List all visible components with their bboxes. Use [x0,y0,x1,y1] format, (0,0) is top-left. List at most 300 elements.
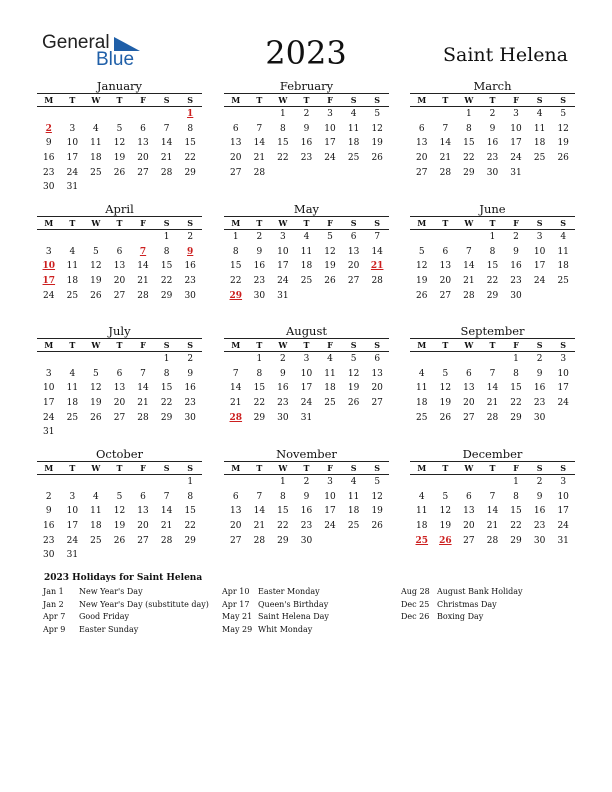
weekday-header: W [457,217,481,230]
empty-cell [155,425,179,440]
empty-cell [61,230,85,245]
day-cell: 27 [113,412,126,423]
day-cell: 29 [463,167,475,178]
empty-cell [84,180,108,195]
day-cell: 27 [230,535,242,546]
day-cell: 3 [327,477,333,488]
day-cell: 13 [416,138,428,149]
day-cell: 13 [347,246,360,257]
empty-cell [410,107,434,122]
logo-word-general: General [42,32,110,53]
month-table [37,216,202,303]
weekday-header: S [551,339,575,352]
day-cell: 12 [557,123,569,134]
day-cell: 6 [350,232,357,243]
empty-cell [318,410,342,425]
week-row [37,519,202,534]
day-cell: 8 [163,368,170,379]
day-cell: 21 [230,398,242,409]
day-cell: 19 [371,506,383,517]
week-row [224,490,389,505]
empty-cell [108,475,132,490]
day-cell: 23 [253,276,266,287]
holiday-name: New Year's Day (substitute day) [79,599,209,609]
day-cell: 8 [513,368,519,379]
day-cell: 12 [371,123,383,134]
empty-cell [84,548,108,563]
empty-cell [365,533,389,548]
empty-cell [410,475,434,490]
day-cell: 3 [536,232,543,243]
day-cell: 26 [439,412,452,423]
day-cell: 18 [347,506,360,517]
day-cell: 5 [442,368,449,379]
holiday-name: Christmas Day [437,599,497,609]
day-cell: 22 [486,276,499,287]
empty-cell [108,425,132,440]
day-cell: 1 [256,354,263,365]
month-table [410,338,575,425]
day-cell: 18 [324,383,336,394]
day-cell: 11 [324,368,336,379]
weekday-header: S [551,94,575,107]
month-table [224,461,389,548]
day-cell: 21 [137,276,149,287]
weekday-header: M [410,217,434,230]
week-row [224,475,389,490]
day-cell: 6 [116,368,123,379]
month-name: July [108,324,131,338]
day-cell: 23 [43,167,55,178]
weekday-header: S [155,217,179,230]
week-row [410,136,575,151]
day-cell: 20 [416,153,428,164]
empty-cell [178,548,202,563]
weekday-header: M [37,339,61,352]
day-cell: 11 [66,383,79,394]
weekday-header: T [61,94,85,107]
week-row [410,396,575,411]
day-cell: 17 [43,398,55,409]
empty-cell [434,352,458,367]
day-cell: 7 [374,232,381,243]
day-cell: 18 [416,398,428,409]
day-cell: 29 [160,290,173,301]
day-cell: 20 [347,261,360,272]
month-september [410,324,575,425]
day-cell: 10 [66,138,79,149]
weekday-header: T [481,94,505,107]
day-cell: 26 [90,412,102,423]
day-cell: 13 [230,138,242,149]
day-cell: 28 [253,535,266,546]
day-cell: 22 [510,398,522,409]
weekday-header: S [528,339,552,352]
day-cell: 14 [439,138,452,149]
day-cell: 23 [533,398,546,409]
empty-cell [434,230,458,245]
day-cell: 26 [113,535,126,546]
day-cell: 1 [513,354,519,365]
holiday-entry [222,625,329,638]
holiday-entry [401,600,523,613]
day-cell: 13 [463,506,475,517]
day-cell: 17 [324,138,336,149]
day-cell: 21 [253,153,266,164]
day-cell: 15 [184,138,196,149]
day-cell: 11 [416,383,428,394]
empty-cell [37,475,61,490]
day-cell: 1 [163,232,170,243]
day-cell: 22 [160,276,173,287]
weekday-header: S [365,462,389,475]
month-october [37,447,202,563]
day-cell: 14 [486,383,499,394]
week-row [224,410,389,425]
day-cell: 4 [560,232,567,243]
day-cell: 22 [160,398,173,409]
empty-cell [224,352,248,367]
day-cell: 16 [43,521,55,532]
weekday-header: W [271,217,295,230]
day-cell: 5 [418,246,425,257]
day-cell: 6 [140,123,146,134]
day-cell: 4 [69,246,76,257]
weekday-header: M [224,462,248,475]
day-cell: 4 [327,354,333,365]
day-cell: 15 [253,383,266,394]
day-cell: 26 [557,153,569,164]
day-cell: 15 [160,261,173,272]
day-cell: 18 [66,398,79,409]
day-cell: 27 [113,290,126,301]
day-cell: 29 [184,535,196,546]
week-row [37,425,202,440]
day-cell: 7 [489,491,496,502]
day-cell: 24 [557,398,569,409]
week-row [37,410,202,425]
weekday-header: T [295,339,319,352]
week-row [37,475,202,490]
empty-cell [318,288,342,303]
empty-cell [342,533,366,548]
holiday-date: Apr 10 [222,587,250,596]
weekday-header: S [155,339,179,352]
month-table [37,93,202,195]
day-cell: 1 [187,477,194,488]
weekday-header: T [108,339,132,352]
day-cell: 30 [533,535,546,546]
day-cell: 9 [489,123,496,134]
holiday-day-cell: 21 [370,261,384,272]
empty-cell [155,548,179,563]
day-cell: 25 [90,535,102,546]
week-row [410,245,575,260]
weekday-header: F [131,462,155,475]
day-cell: 27 [347,276,360,287]
day-cell: 21 [486,398,499,409]
week-row [410,107,575,122]
empty-cell [528,165,552,180]
week-row [37,548,202,563]
day-cell: 24 [324,521,336,532]
day-cell: 4 [418,368,425,379]
weekday-header: S [342,462,366,475]
day-cell: 16 [533,506,546,517]
week-row [224,136,389,151]
weekday-header: F [131,217,155,230]
weekday-header: F [504,339,528,352]
day-cell: 30 [486,167,499,178]
weekday-header: T [108,94,132,107]
day-cell: 5 [560,109,567,120]
day-cell: 10 [324,123,336,134]
week-row [410,165,575,180]
holiday-date: Jan 2 [43,599,64,609]
day-cell: 23 [486,153,499,164]
day-cell: 20 [371,383,383,394]
day-cell: 4 [93,491,99,502]
day-cell: 21 [160,153,173,164]
day-cell: 10 [43,383,55,394]
weekday-header: T [481,339,505,352]
week-row [410,410,575,425]
day-cell: 15 [184,506,196,517]
day-cell: 26 [416,290,428,301]
day-cell: 17 [324,506,336,517]
weekday-header: F [318,462,342,475]
empty-cell [108,107,132,122]
day-cell: 14 [137,261,149,272]
month-table [410,93,575,180]
holiday-entry [43,600,209,613]
day-cell: 19 [90,398,102,409]
weekday-header: T [108,462,132,475]
day-cell: 30 [277,412,289,423]
empty-cell [342,288,366,303]
month-january [37,79,202,195]
day-cell: 8 [232,246,239,257]
weekday-header: W [271,94,295,107]
day-cell: 20 [137,521,149,532]
day-cell: 31 [557,535,569,546]
day-cell: 6 [232,491,239,502]
holiday-day-cell: 17 [42,276,56,287]
empty-cell [457,475,481,490]
weekday-header: S [528,94,552,107]
day-cell: 24 [510,153,522,164]
day-cell: 8 [187,123,194,134]
day-cell: 3 [560,354,567,365]
day-cell: 3 [45,246,52,257]
month-name: April [105,202,134,216]
day-cell: 12 [439,383,452,394]
day-cell: 14 [463,261,475,272]
day-cell: 14 [253,138,266,149]
day-cell: 31 [510,167,522,178]
day-cell: 10 [66,506,79,517]
weekday-header: F [318,94,342,107]
day-cell: 8 [256,368,263,379]
day-cell: 23 [533,521,546,532]
day-cell: 28 [160,535,173,546]
week-row [37,136,202,151]
day-cell: 20 [137,153,149,164]
weekday-header: M [224,339,248,352]
day-cell: 21 [137,398,149,409]
day-cell: 5 [350,354,357,365]
day-cell: 10 [557,491,569,502]
day-cell: 18 [300,261,313,272]
day-cell: 18 [347,138,360,149]
day-cell: 29 [510,412,522,423]
day-cell: 23 [300,521,313,532]
week-row [410,519,575,534]
day-cell: 17 [557,506,569,517]
day-cell: 23 [510,276,522,287]
holiday-day-cell: 9 [187,246,194,257]
day-cell: 10 [533,246,546,257]
day-cell: 28 [439,167,452,178]
day-cell: 30 [253,290,266,301]
day-cell: 15 [486,261,499,272]
day-cell: 2 [256,232,263,243]
empty-cell [131,548,155,563]
day-cell: 11 [347,491,360,502]
day-cell: 24 [277,276,289,287]
day-cell: 16 [184,383,196,394]
weekday-header: M [37,217,61,230]
page-title-year: 2023 [265,34,347,72]
weekday-header: W [84,339,108,352]
day-cell: 20 [463,521,475,532]
holiday-name: Boxing Day [437,612,484,621]
day-cell: 30 [184,290,196,301]
day-cell: 27 [416,167,428,178]
day-cell: 12 [347,368,360,379]
day-cell: 25 [557,276,569,287]
day-cell: 18 [66,276,79,287]
day-cell: 16 [184,261,196,272]
week-row [224,288,389,303]
holidays-title: 2023 Holidays for Saint Helena [44,573,203,583]
day-cell: 20 [230,521,242,532]
weekday-header: S [178,462,202,475]
day-cell: 26 [113,167,126,178]
week-row [224,352,389,367]
weekday-header: M [410,94,434,107]
holiday-date: Jan 1 [43,587,64,596]
month-march [410,79,575,180]
weekday-header: F [504,217,528,230]
weekday-header: M [410,339,434,352]
week-row [37,107,202,122]
day-cell: 3 [513,109,519,120]
day-cell: 30 [184,412,196,423]
day-cell: 22 [184,521,196,532]
weekday-header: M [37,94,61,107]
day-cell: 22 [253,398,266,409]
day-cell: 7 [466,246,472,257]
empty-cell [131,230,155,245]
weekday-header: T [434,94,458,107]
weekday-header: S [528,462,552,475]
empty-cell [410,230,434,245]
month-table [224,216,389,303]
empty-cell [84,230,108,245]
empty-cell [318,165,342,180]
week-row [37,122,202,137]
week-row [37,245,202,260]
day-cell: 22 [184,153,196,164]
empty-cell [481,475,505,490]
empty-cell [108,548,132,563]
day-cell: 19 [324,261,336,272]
week-row [224,151,389,166]
weekday-header: S [178,339,202,352]
holiday-date: Apr 9 [43,624,66,634]
day-cell: 13 [113,383,126,394]
weekday-header: W [457,339,481,352]
weekday-header: F [131,339,155,352]
day-cell: 30 [510,290,522,301]
month-name: May [293,202,320,216]
day-cell: 16 [510,261,522,272]
holiday-entry [401,587,523,600]
day-cell: 31 [66,182,79,193]
day-cell: 29 [184,167,196,178]
empty-cell [365,165,389,180]
day-cell: 31 [43,427,55,438]
day-cell: 15 [510,506,522,517]
day-cell: 4 [536,109,543,120]
month-name: February [279,79,334,93]
day-cell: 13 [230,506,242,517]
day-cell: 19 [439,398,452,409]
week-row [410,367,575,382]
day-cell: 1 [513,477,519,488]
empty-cell [434,107,458,122]
day-cell: 4 [303,232,310,243]
week-row [410,288,575,303]
month-july [37,324,202,440]
day-cell: 12 [90,383,102,394]
month-name: October [95,447,144,461]
weekday-header: T [248,217,272,230]
day-cell: 2 [536,354,543,365]
day-cell: 14 [486,506,499,517]
day-cell: 12 [90,261,102,272]
day-cell: 29 [510,535,522,546]
day-cell: 15 [277,138,289,149]
day-cell: 3 [45,368,52,379]
empty-cell [528,288,552,303]
day-cell: 4 [93,123,99,134]
day-cell: 21 [253,521,266,532]
day-cell: 19 [416,276,428,287]
holiday-day-cell: 26 [439,535,452,546]
country-name: Saint Helena [442,44,568,66]
day-cell: 27 [463,535,475,546]
day-cell: 26 [347,398,360,409]
weekday-header: T [295,94,319,107]
day-cell: 1 [466,109,472,120]
weekday-header: T [61,462,85,475]
day-cell: 11 [300,246,313,257]
day-cell: 2 [187,232,194,243]
day-cell: 29 [486,290,499,301]
day-cell: 22 [277,153,289,164]
